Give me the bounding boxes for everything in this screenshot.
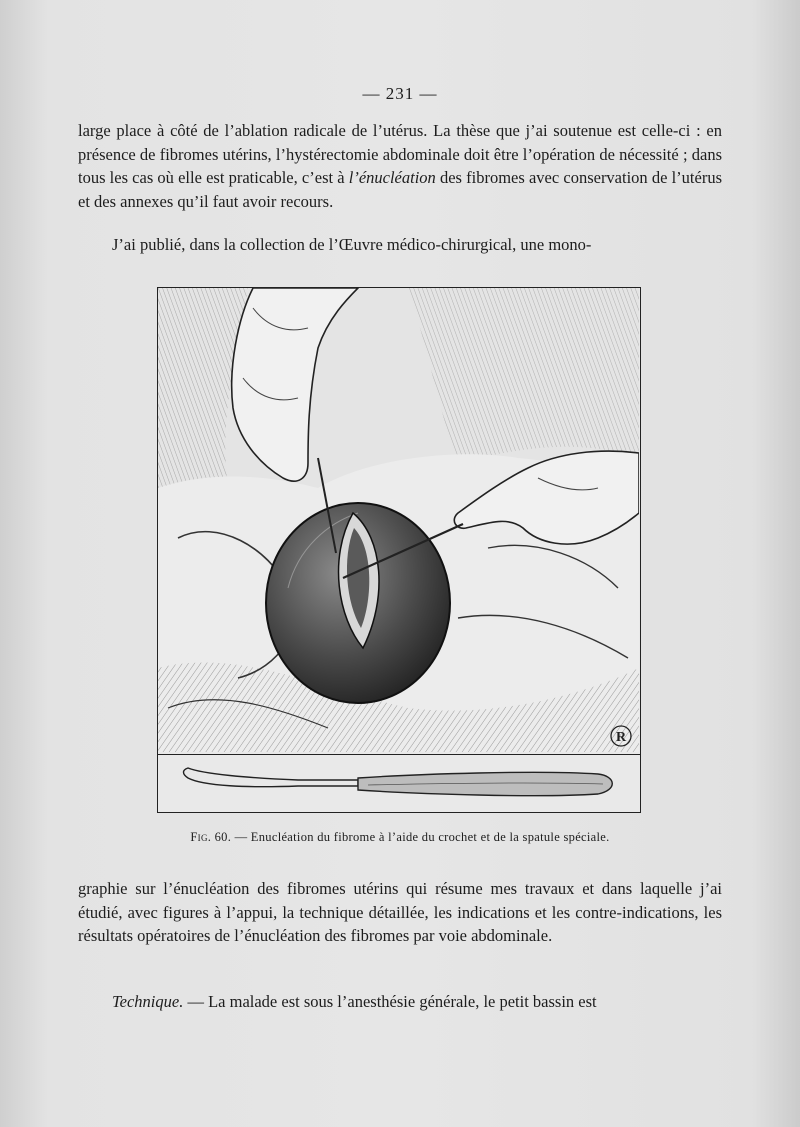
- caption-text: — Enucléation du fibrome à l’aide du crochet et de la spatule spéciale.: [231, 830, 610, 844]
- paragraph-thesis-text-before: large place à côté de l’ablation radicale de l’utérus. La thèse que j’ai soutenue est celle-ci : en présence de fibromes utérins, l’hystérectomie abdominale doit être l’opération de nécessité ; dans tous les cas où elle est praticable, c’est à: [78, 121, 722, 187]
- paragraph-monograph-continued: graphie sur l’énucléation des fibromes utérins qui résume mes travaux et dans laquelle j’ai étudié, avec figures à l’appui, la technique détaillée, les indications et les contre-indications, les résultats opératoires de l’énucléation des fibromes par voie abdominale.: [78, 879, 722, 945]
- page-number: — 231 —: [362, 84, 438, 103]
- figure-illustration: [157, 287, 641, 813]
- figure-caption: [0, 830, 800, 845]
- paragraph-monograph-intro: J’ai publié, dans la collection de l’Œuvre médico-chirurgical, une mono-: [112, 235, 592, 254]
- paragraph-thesis-text-after: des fibromes avec conservation de l’utérus et des annexes qu’il faut avoir recours.: [78, 168, 722, 211]
- paragraph-thesis-emphasis: l’énucléation: [348, 168, 436, 187]
- figure-divider: [158, 754, 640, 755]
- paragraph-thesis: [78, 119, 722, 213]
- surgical-engraving: [158, 288, 639, 752]
- engraver-monogram: R: [615, 730, 627, 745]
- spatula-drawing: [158, 756, 639, 812]
- technique-heading: Technique.: [112, 992, 184, 1011]
- caption-label: Fig. 60.: [190, 830, 232, 844]
- technique-text: — La malade est sous l’anesthésie générale, le petit bassin est: [183, 992, 597, 1011]
- paragraph-technique: [78, 990, 722, 1014]
